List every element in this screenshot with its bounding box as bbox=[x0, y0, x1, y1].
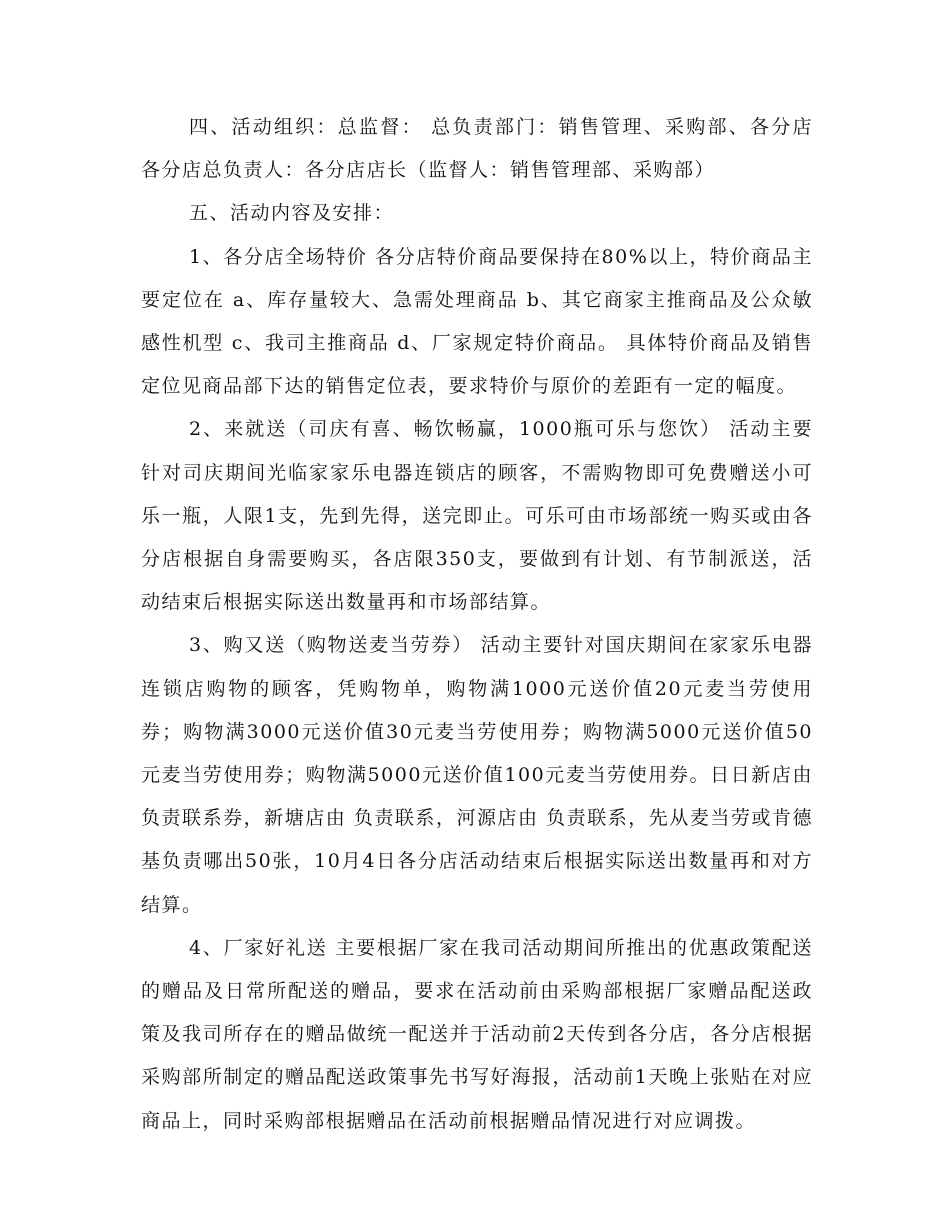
paragraph-activity-organization: 四、活动组织：总监督： 总负责部门：销售管理、采购部、各分店 各分店总负责人：各分店店长（监督人：销售管理部、采购部） bbox=[141, 116, 813, 182]
paragraph-special-price: 1、各分店全场特价 各分店特价商品要保持在80%以上，特价商品主要定位在 a、库存量较大、急需处理商品 b、其它商家主推商品及公众敏感性机型 c、我司主推商品 d、厂家规定特价商品。 具体特价商品及销售定位见商品部下达的销售定位表，要求特价与原价的差距有一定的幅度。 bbox=[141, 245, 813, 398]
paragraph-manufacturer-gifts: 4、厂家好礼送 主要根据厂家在我司活动期间所推出的优惠政策配送的赠品及日常所配送的赠品，要求在活动前由采购部根据厂家赠品配送政策及我司所存在的赠品做统一配送并于活动前2天传到各分店，各分店根据采购部所制定的赠品配送政策事先书写好海报，活动前1天晚上张贴在对应商品上，同时采购部根据赠品在活动前根据赠品情况进行对应调拨。 bbox=[141, 936, 813, 1132]
document-body bbox=[141, 106, 813, 1143]
paragraph-mcdonalds-voucher: 3、购又送（购物送麦当劳券） 活动主要针对国庆期间在家家乐电器连锁店购物的顾客，凭购物单，购物满1000元送价值20元麦当劳使用券；购物满3000元送价值30元麦当劳使用券；购物满5000元送价值50元麦当劳使用券；购物满5000元送价值100元麦当劳使用券。日日新店由 负责联系券，新塘店由 负责联系，河源店由 负责联系，先从麦当劳或肯德基负责哪出50张，10月4日各分店活动结束后根据实际送出数量再和对方结算。 bbox=[141, 634, 813, 916]
paragraph-section-heading: 五、活动内容及安排： bbox=[189, 202, 395, 225]
paragraph-free-cola: 2、来就送（司庆有喜、畅饮畅赢，1000瓶可乐与您饮） 活动主要针对司庆期间光临家家乐电器连锁店的顾客，不需购物即可免费赠送小可乐一瓶，人限1支，先到先得，送完即止。可乐可由市场部统一购买或由各分店根据自身需要购买，各店限350支，要做到有计划、有节制派送，活动结束后根据实际送出数量再和市场部结算。 bbox=[141, 418, 813, 614]
